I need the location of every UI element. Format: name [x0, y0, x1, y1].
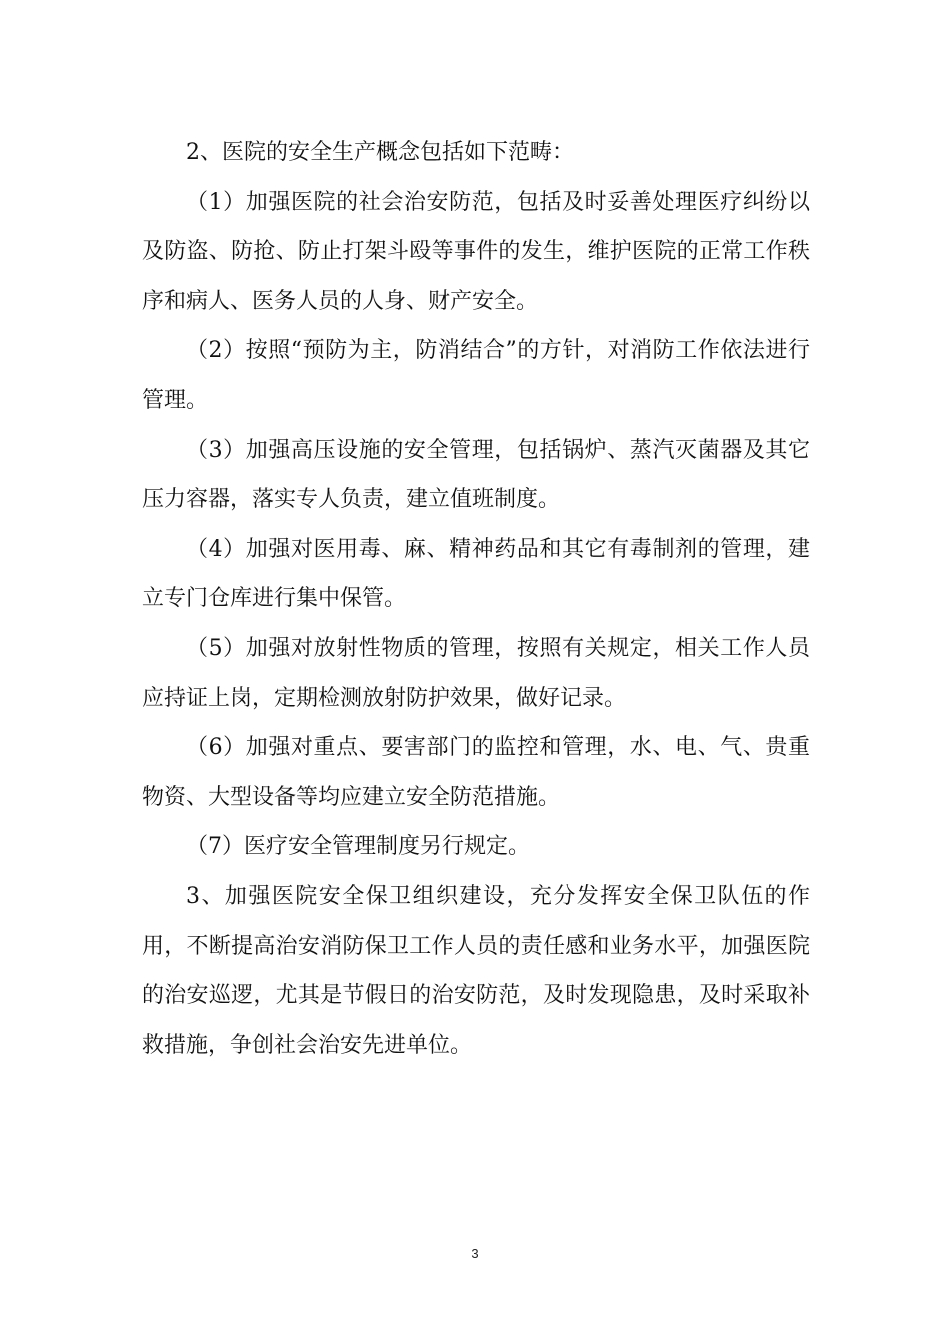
paragraph-9: 3、加强医院安全保卫组织建设，充分发挥安全保卫队伍的作用，不断提高治安消防保卫工作人员的责任感和业务水平，加强医院的治安巡逻，尤其是节假日的治安防范，及时发现隐患，及时采取补救措施，争创社会治安先进单位。 [142, 883, 810, 1058]
paragraph-8: （7）医疗安全管理制度另行规定。 [186, 834, 530, 860]
document-body [142, 128, 810, 1070]
paragraph-2: （1）加强医院的社会治安防范，包括及时妥善处理医疗纠纷以及防盗、防抢、防止打架斗殴等事件的发生，维护医院的正常工作秩序和病人、医务人员的人身、财产安全。 [142, 189, 810, 314]
paragraph-1: 2、医院的安全生产概念包括如下范畴： [186, 140, 574, 165]
paragraph-7: （6）加强对重点、要害部门的监控和管理，水、电、气、贵重物资、大型设备等均应建立安全防范措施。 [142, 735, 810, 810]
paragraph-4: （3）加强高压设施的安全管理，包括锅炉、蒸汽灭菌器及其它压力容器，落实专人负责，建立值班制度。 [142, 437, 810, 513]
paragraph-3: （2）按照“预防为主，防消结合”的方针，对消防工作依法进行管理。 [142, 338, 810, 413]
page-number: 3 [471, 1246, 479, 1261]
paragraph-6: （5）加强对放射性物质的管理，按照有关规定，相关工作人员应持证上岗，定期检测放射防护效果，做好记录。 [142, 635, 810, 711]
paragraph-5: （4）加强对医用毒、麻、精神药品和其它有毒制剂的管理，建立专门仓库进行集中保管。 [142, 536, 810, 612]
